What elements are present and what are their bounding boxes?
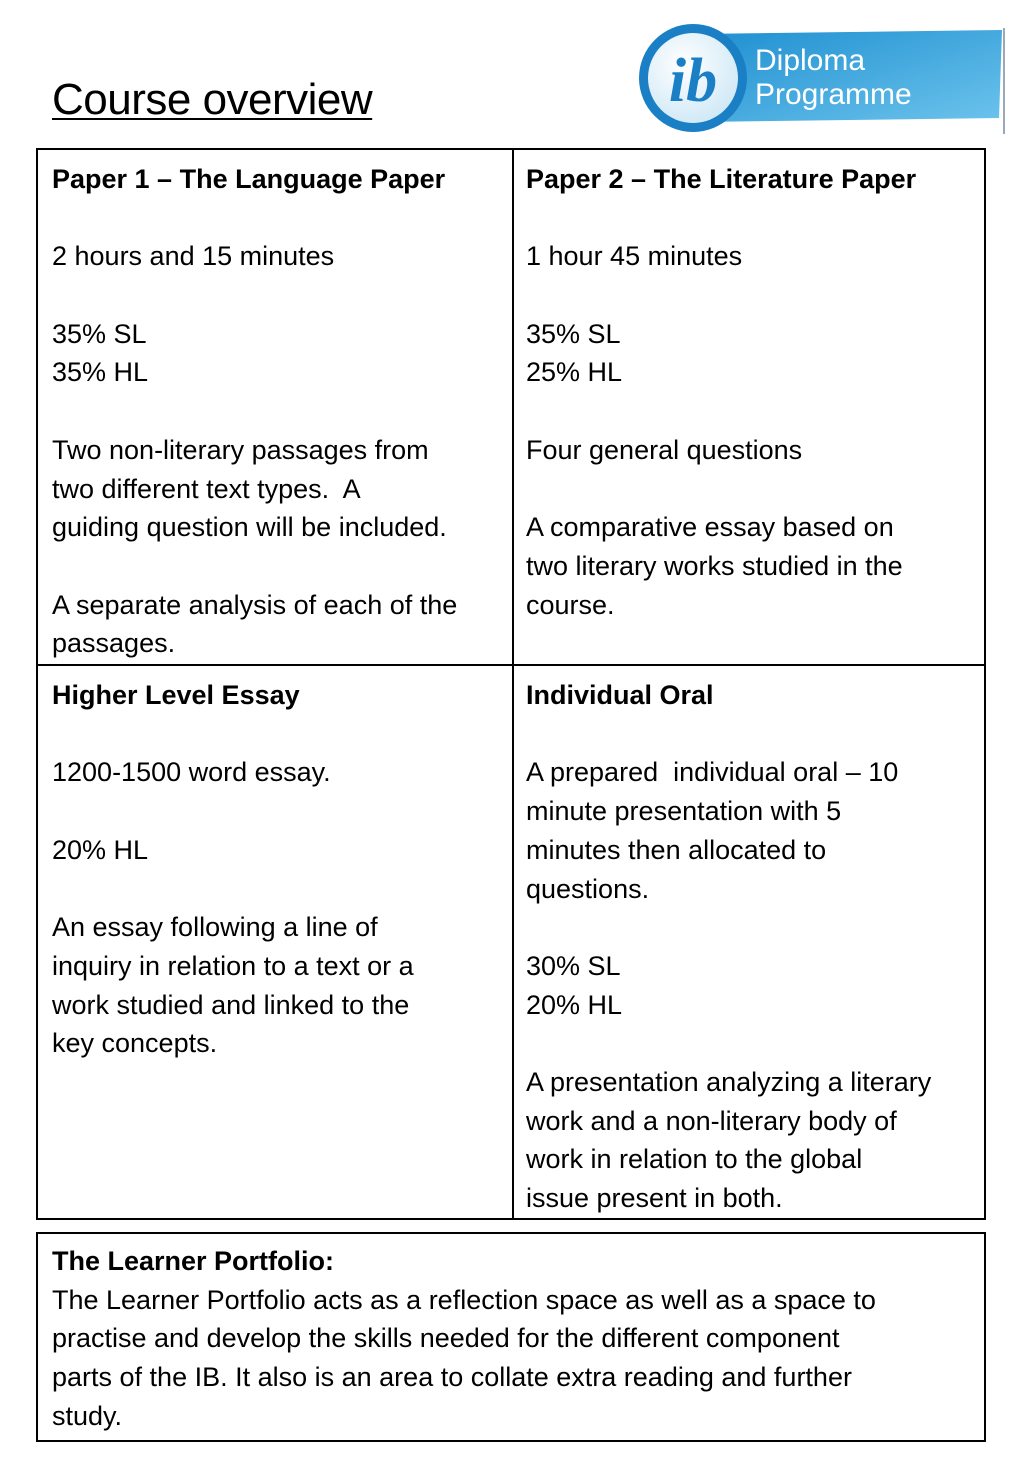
paper2-desc-line: two literary works studied in the [526,550,903,581]
hl-essay-desc-line: work studied and linked to the [52,989,410,1020]
oral-desc-line: minute presentation with 5 [526,796,842,827]
portfolio-line: parts of the IB. It also is an area to collate extra reading and further [52,1362,852,1393]
paper1-weight-hl: 35% HL [52,357,149,388]
hl-essay-length: 1200-1500 word essay. [52,757,331,788]
hl-essay-desc-line: key concepts. [52,1028,218,1059]
paper1-desc-line: A separate analysis of each of the [52,589,458,620]
oral-desc-line: minutes then allocated to [526,834,827,865]
ib-diploma-logo [637,22,1007,136]
logo-programme-text: Programme [755,78,912,111]
assessment-grid [36,148,986,1220]
paper2-desc-line: Four general questions [526,434,803,465]
paper2-weight-hl: 25% HL [526,357,623,388]
oral-desc-line: issue present in both. [526,1183,783,1214]
paper2-desc-line: course. [526,589,615,620]
oral-desc-line: questions. [526,873,650,904]
paper1-duration: 2 hours and 15 minutes [52,241,335,272]
ib-mark-text: ib [668,47,718,115]
oral-desc-line: work and a non-literary body of [526,1105,897,1136]
paper1-heading: Paper 1 – The Language Paper [52,164,446,194]
oral-weight-hl: 20% HL [526,989,623,1020]
oral-weight-sl: 30% SL [526,950,621,981]
paper2-heading: Paper 2 – The Literature Paper [526,164,917,194]
paper1-desc-line: guiding question will be included. [52,512,447,543]
oral-desc-line: A presentation analyzing a literary [526,1066,932,1097]
paper1-desc-line: passages. [52,628,176,659]
paper1-weight-sl: 35% SL [52,318,147,349]
oral-heading: Individual Oral [526,680,714,710]
hl-essay-cell [38,666,512,1218]
learner-portfolio-box [36,1232,986,1442]
oral-desc-line: work in relation to the global [526,1144,863,1175]
portfolio-line: study. [52,1400,123,1431]
paper2-duration: 1 hour 45 minutes [526,241,743,272]
paper2-weight-sl: 35% SL [526,318,621,349]
hl-essay-desc-line: An essay following a line of [52,912,378,943]
portfolio-heading: The Learner Portfolio: [52,1246,335,1276]
paper1-desc-line: two different text types. A [52,473,361,504]
logo-diploma-text: Diploma [755,44,866,77]
page-title: Course overview [52,75,373,124]
paper2-cell [512,150,984,664]
oral-desc-line: A prepared individual oral – 10 [526,757,899,788]
paper1-cell [38,150,512,664]
oral-cell [512,666,984,1218]
ib-diploma-logo-graphic [637,22,1007,136]
hl-essay-weight-hl: 20% HL [52,834,149,865]
hl-essay-heading: Higher Level Essay [52,680,300,710]
hl-essay-desc-line: inquiry in relation to a text or a [52,950,414,981]
portfolio-line: The Learner Portfolio acts as a reflection space as well as a space to [52,1284,876,1315]
paper1-desc-line: Two non-literary passages from [52,434,429,465]
paper2-desc-line: A comparative essay based on [526,512,894,543]
portfolio-line: practise and develop the skills needed for the different component [52,1323,840,1354]
